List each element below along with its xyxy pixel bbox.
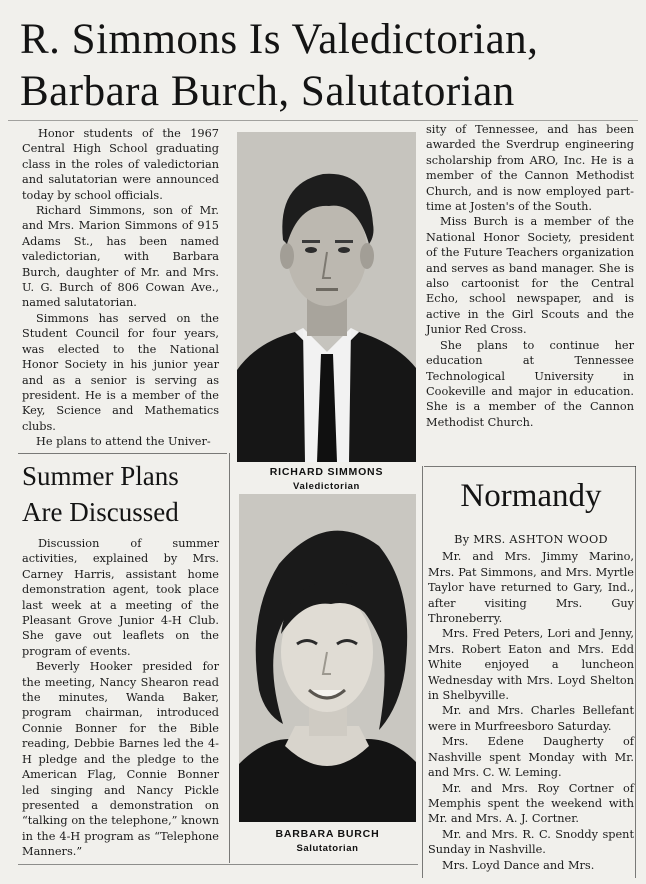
normandy-paragraph: Mr. and Mrs. Roy Cortner of Memphis spent the weekend with Mr. and Mrs. A. J. Cortner. — [428, 781, 634, 826]
normandy-paragraph: Mr. and Mrs. Jimmy Marino, Mrs. Pat Simmons, and Mrs. Myrtle Taylor have returned to Gary, Ind., after visiting Mrs. Guy Throneberry. — [428, 550, 634, 626]
main-article-left-column — [22, 126, 219, 450]
normandy-box-left-rule — [422, 466, 423, 878]
summer-paragraph: Discussion of summer activities, explained by Mrs. Carney Harris, assistant home demonstration agent, took place last week at a meeting of the Pleasant Grove Junior 4-H Club. She gave out leaflets on the program of events. — [22, 537, 219, 658]
normandy-paragraph: Mrs. Edene Daugherty of Nashville spent Monday with Mr. and Mrs. C. W. Leming. — [428, 735, 634, 780]
normandy-paragraph: Mr. and Mrs. R. C. Snoddy spent Sunday in Nashville. — [428, 827, 634, 857]
main-paragraph: Simmons has served on the Student Council for four years, was elected to the National Honor Society in his junior year and as a senior is serving as president. He is a member of the Key, Science and Mathematics clubs. — [22, 311, 219, 433]
caption-title-simmons: Valedictorian — [293, 481, 360, 492]
main-headline — [20, 14, 630, 118]
headline-rule — [8, 120, 638, 121]
portrait-boy-image — [237, 132, 416, 462]
summer-headline-line-1: Summer Plans — [22, 461, 179, 491]
portrait-girl-image — [239, 494, 416, 822]
normandy-paragraph: Mrs. Loyd Dance and Mrs. — [442, 858, 595, 872]
summer-box-divider-rule — [229, 453, 230, 863]
main-paragraph: Honor students of the 1967 Central High School graduating class in the roles of valedictorian and salutatorian were announced today by school officials. — [22, 127, 219, 202]
summer-plans-headline — [22, 458, 222, 530]
summer-headline-line-2: Are Discussed — [22, 497, 179, 527]
normandy-box-top-rule — [424, 466, 636, 467]
normandy-byline: By MRS. ASHTON WOOD — [454, 533, 608, 546]
caption-name-simmons: RICHARD SIMMONS — [269, 466, 384, 478]
normandy-body — [428, 532, 634, 873]
bottom-box-rule — [18, 864, 418, 865]
summer-plans-body — [22, 536, 219, 860]
main-paragraph: He plans to attend the Univer- — [36, 435, 211, 449]
summer-box-top-rule — [18, 453, 227, 454]
normandy-box-right-rule — [635, 466, 636, 878]
normandy-paragraph: Mr. and Mrs. Charles Bellefant were in Murfreesboro Saturday. — [428, 704, 634, 733]
headline-line-1: R. Simmons Is Valedictorian, — [20, 16, 539, 63]
main-paragraph: Miss Burch is a member of the National Honor Society, president of the Future Teachers organization and serves as band manager. She is also cartoonist for the Central Echo, school newspaper, and is active in the Girl Scouts and the Junior Red Cross. — [426, 215, 634, 337]
caption-title-burch: Salutatorian — [296, 843, 359, 854]
main-paragraph: She plans to continue her education at Tennessee Technological University in Cookeville and major in education. She is a member of the Cannon Methodist Church. — [426, 338, 634, 429]
newspaper-clipping — [8, 6, 638, 878]
photo-richard-simmons — [237, 132, 416, 462]
main-paragraph: sity of Tennessee, and has been awarded the Sverdrup engineering scholarship from ARO, Inc. He is a member of the Cannon Methodist Church, and is now employed part-time at Josten's of the South. — [426, 123, 634, 214]
main-paragraph: Richard Simmons, son of Mr. and Mrs. Marion Simmons of 915 Adams St., has been named valedictorian, with Barbara Burch, daughter of Mr. and Mrs. U. G. Burch of 806 Cowan Ave., named salutatorian. — [22, 204, 219, 310]
caption-name-burch: BARBARA BURCH — [275, 828, 380, 840]
photo-barbara-burch — [239, 494, 416, 822]
normandy-headline: Normandy — [460, 478, 602, 514]
main-article-right-column — [426, 122, 634, 430]
headline-line-2: Barbara Burch, Salutatorian — [20, 68, 515, 115]
normandy-paragraph: Mrs. Fred Peters, Lori and Jenny, Mrs. Robert Eaton and Mrs. Edd White enjoyed a luncheon Wednesday with Mrs. Loyd Shelton in Shelbyville. — [428, 627, 634, 703]
summer-paragraph: Beverly Hooker presided for the meeting, Nancy Shearon read the minutes, Wanda Baker, program chairman, introduced Connie Bonner for the Bible reading, Debbie Barnes led the 4-H pledge and the pledge to the American Flag, Connie Bonner led singing and Nancy Pickle presented a demonstration on “talking on the telephone,” known in the 4-H program as “Telephone Manners.” — [22, 660, 219, 859]
